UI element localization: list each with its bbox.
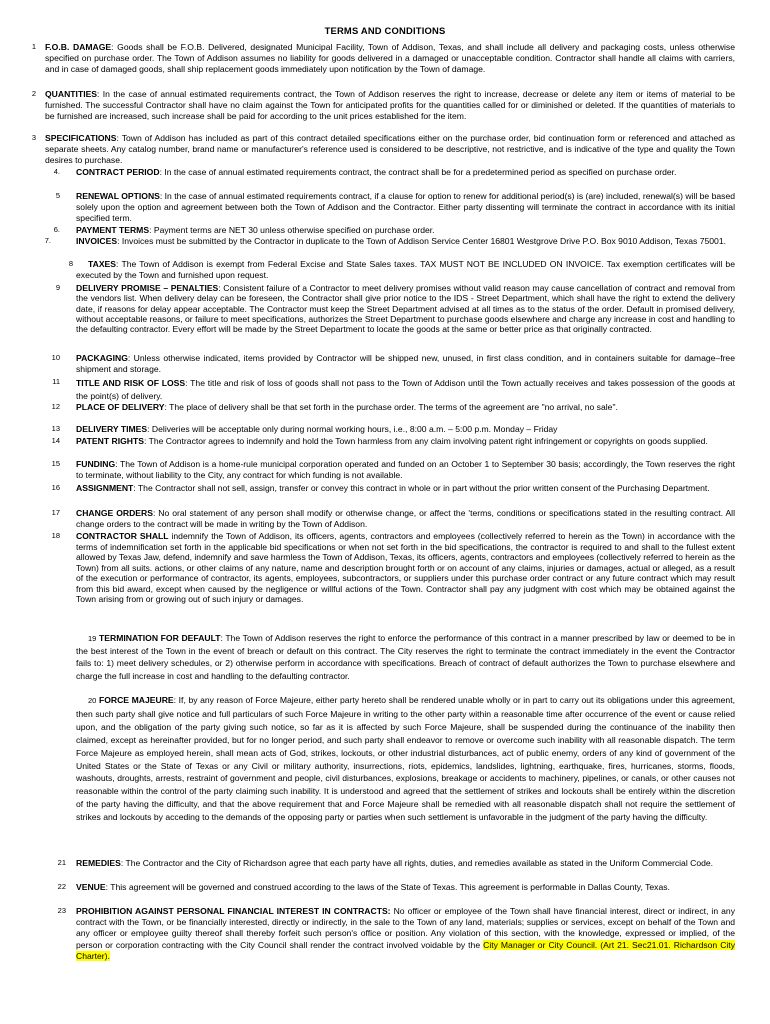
item-21-heading: REMEDIES [76, 858, 121, 868]
term-item-4 [76, 167, 735, 178]
term-item-20 [76, 694, 735, 824]
item-11-heading: TITLE AND RISK OF LOSS [76, 378, 186, 388]
item-18-heading: CONTRACTOR SHALL [76, 531, 169, 541]
item-20-number: 20 [88, 696, 97, 705]
item-6-heading: PAYMENT TERMS [76, 225, 150, 235]
item-17-heading: CHANGE ORDERS [76, 508, 153, 518]
item-5-number: 5 [55, 191, 60, 200]
item-22-text: : This agreement will be governed and construed according to the laws of the State of Texas. This agreement is performable in Dallas County, Texas. [105, 882, 670, 892]
item-4-number: 4. [53, 167, 60, 176]
item-23-heading: PROHIBITION AGAINST PERSONAL FINANCIAL INTEREST IN CONTRACTS: [76, 906, 391, 916]
term-item-12 [76, 402, 735, 413]
item-18-number: 18 [51, 531, 60, 540]
item-18-text: indemnify the Town of Addison, its officers, agents, contractors and employees (collectively referred to herein as the Town) in accordance with the terms of indemnification set forth in the applicable bid specifications or when not set forth in the bid specifications, the contractor is required to and shall to the fullest extent allowed by Texas Jaw, defend, indemnify and save harmless the Town of Addison, Texas, its officers, agents, contractors and employees (collectively referred to herein as the Town) from all suits. actions, or other claims of any nature, name and description brought forth or on account of any claims, injuries or damages, actual or alleged, as a result of the execution or performance of contractor, its agents, employees, subcontractors, or suppliers under this purchase order contract or any future contract which may result from this bid award, except when caused by the negligence or willful actions of the Town. Contractor shall pay any judgment with cost which may be obtained against the Town arising from or growing out of such injury or damages. [76, 531, 735, 604]
item-13-text: : Deliveries will be acceptable only during normal working hours, i.e., 8:00 a.m. – 5:00 p.m. Monday – Friday [147, 424, 558, 434]
item-2-heading: QUANTITIES [45, 89, 98, 99]
term-item-23 [76, 906, 735, 962]
term-item-7 [76, 236, 735, 247]
item-8-text: : The Town of Addison is exempt from Federal Excise and State Sales taxes. TAX MUST NOT BE INCLUDED ON INVOICE. Tax exemption certificates will be executed by the Town and furnished upon request. [76, 259, 735, 280]
item-9-number: 9 [55, 283, 60, 292]
term-item-1 [45, 42, 735, 75]
term-item-22 [76, 882, 735, 893]
item-2-text: : In the case of annual estimated requirements contract, the Town of Addison reserves the right to increase, decrease or delete any item or items of material to be furnished. The successful Contractor shall have no claim against the Town for anticipated profits for the quantities called for or diminished or deleted. If the quantities of materials to be furnished are increased, such increase shall be paid for according to the unit prices established for the item. [45, 89, 735, 121]
item-5-text: : In the case of annual estimated requirements contract, if a clause for option to renew for additional period(s) is (are) included, renewal(s) will be based solely upon the option and agreement between both the Town of Addison and the Contractor. Either party dissenting will terminate the contract in accordance with its initial specified term. [76, 191, 736, 223]
item-16-heading: ASSIGNMENT [76, 483, 134, 493]
item-20-text: : If, by any reason of Force Majeure, either party hereto shall be rendered unable wholly or in part to carry out its obligations under this agreement, then such party shall give notice and full particulars of such Force Majeure in writing to the other party within a reasonable time after occurrence of the event or cause relied upon, and the obligation of the party giving such notice, so far as it is affected by such Force Majeure, shall be suspended during the continuance of the inability then claimed, except as hereinafter provided, but for no longer period, and such party shall endeavor to remove or overcome such inability with all reasonable dispatch. The term Force Majeure as employed herein, shall mean acts of God, strikes, lockouts, or other industrial disturbances, act of public enemy, orders of any kind of government of the United States or the State of Texas or any Civil or military authority, insurrections, riots, epidemics, landslides, lightning, earthquake, fires, hurricanes, storms, floods, washouts, droughts, arrests, restraint of government and people, civil disturbances, explosions, breakage or accidents to machinery, pipelines, or canals, or other causes not reasonable within the control of the party claiming such inability. It is understood and agreed that the settlement of strikes and lockouts shall be entirely within the discretion of the party having the difficulty, and that the above requirement that and Force Majeure shall be remedied with all reasonable dispatch shall not require the settlement of strikes and lockouts by acceding to the demands of the opposing party or parties when such settlement is unfavorable in the judgment of the party having the difficulty. [76, 695, 735, 823]
item-15-number: 15 [51, 459, 60, 468]
item-10-heading: PACKAGING [76, 353, 128, 363]
item-19-text: : The Town of Addison reserves the right to enforce the performance of this contract in a manner prescribed by law or deemed to be in the best interest of the Town in the event of breach or default on this contract. The City reserves the right to terminate the contract immediately in the event the Contractor fails to: 1) meet delivery schedules, or 2) otherwise perform in accordance with specifications. Breach of contract of default authorizes the Town to purchase elsewhere and charge the full increase in cost and handling to the defaulting contractor. [76, 633, 735, 681]
item-1-heading: F.O.B. DAMAGE [45, 42, 112, 52]
item-22-number: 22 [57, 882, 66, 891]
item-4-text: : In the case of annual estimated requirements contract, the contract shall be for a predetermined period as specified on purchase order. [159, 167, 677, 177]
item-1-text: : Goods shall be F.O.B. Delivered, designated Municipal Facility, Town of Addison, Texas, and shall include all delivery and packaging costs, unless otherwise specified on purchase order. The Town of Addison assumes no liability for goods delivered in a damaged or unacceptable condition. Contractor shall handle all claims with carriers, and in case of damaged goods, shall ship replacement goods immediately upon notification by the Town of damage. [45, 42, 735, 74]
term-item-6 [76, 225, 735, 236]
item-13-heading: DELIVERY TIMES [76, 424, 148, 434]
document-title: TERMS AND CONDITIONS [324, 25, 446, 36]
term-item-17 [76, 508, 735, 530]
item-16-number: 16 [51, 483, 60, 492]
item-23-number: 23 [57, 906, 66, 915]
term-item-21 [76, 858, 735, 869]
item-6-text: : Payment terms are NET 30 unless otherwise specified on purchase order. [149, 225, 435, 235]
item-17-text: : No oral statement of any person shall modify or otherwise change, or affect the 'terms, conditions or specifications stated in the resulting contract. All change orders to the contract will be made in writing by the Town of Addison. [76, 508, 735, 529]
term-item-9 [76, 283, 735, 334]
highlighted-text: City Manager or City Council. (Art 21. Sec21.01. Richardson City Charter). [76, 939, 735, 961]
item-16-text: : The Contractor shall not sell, assign, transfer or convey this contract in whole or in part without the prior written consent of the Purchasing Department. [133, 483, 710, 493]
term-item-18 [76, 531, 735, 605]
item-4-heading: CONTRACT PERIOD [76, 167, 160, 177]
item-8-number: 8 [68, 259, 73, 268]
term-item-15 [76, 459, 735, 481]
term-item-19 [76, 632, 735, 682]
term-item-11 [76, 377, 735, 403]
item-22-heading: VENUE [76, 882, 106, 892]
item-17-number: 17 [51, 508, 60, 517]
item-6-number: 6. [53, 225, 60, 234]
item-12-heading: PLACE OF DELIVERY [76, 402, 165, 412]
item-12-number: 12 [51, 402, 60, 411]
item-12-text: : The place of delivery shall be that set forth in the purchase order. The terms of the agreement are "no arrival, no sale". [164, 402, 618, 412]
item-15-heading: FUNDING [76, 459, 116, 469]
term-item-13 [76, 424, 735, 435]
item-3-number: 3 [31, 133, 36, 142]
item-9-text: : Consistent failure of a Contractor to meet delivery promises without valid reason may cause cancellation of contract and removal from the vendors list. When delivery delay can be foreseen, the Contractor shall give prior notice to the IDS - Street Department, which shall have the right to extend the delivery date, if reasons for delay appear acceptable. The Contractor must keep the Street Department advised at all times as to the status of the order. Default in promised delivery, without acceptable reasons, or failure to meet specifications, authorizes the Street Department to purchase goods elsewhere and charge any increase in cost and handling to the defaulting contractor. Every effort will be made by the Street Department to locate the goods at the same or better price as that originally contracted. [76, 283, 735, 335]
item-15-text: : The Town of Addison is a home-rule municipal corporation operated and funded on an October 1 to September 30 basis; accordingly, the Town reserves the right to terminate, without liability to the City, any contract for which funding is not available. [76, 459, 735, 480]
term-item-14 [76, 436, 735, 447]
item-23-text: No officer or employee of the Town shall have financial interest, direct or indirect, in any contract with the Town, or be financially interested, directly or indirectly, in the sale to the Town of any land, materials; supplies or services, except on behalf of the Town and any officer or employee guilty thereof shall thereby forfeit such person's office or position. Any violation of this section, with the knowledge, expressed or implied, of the person or corporation contracting with the City Council shall render the contract involved voidable by the [76, 906, 736, 950]
term-item-10 [76, 353, 735, 375]
term-item-16 [76, 483, 735, 494]
item-19-number: 19 [88, 634, 97, 643]
term-item-5 [76, 191, 735, 224]
item-7-heading: INVOICES [76, 236, 118, 246]
item-14-text: : The Contractor agrees to indemnify and hold the Town harmless from any claim involving patent right infringement or copyrights on goods supplied. [143, 436, 708, 446]
item-13-number: 13 [51, 424, 60, 433]
item-7-text: : Invoices must be submitted by the Contractor in duplicate to the Town of Addison Service Center 16801 Westgrove Drive P.O. Box 9010 Addison, Texas 75001. [117, 236, 726, 246]
term-item-8 [76, 259, 735, 281]
item-3-heading: SPECIFICATIONS [45, 133, 117, 143]
item-7-number: 7. [44, 236, 51, 245]
item-10-number: 10 [51, 353, 60, 362]
item-3-text: : Town of Addison has included as part of this contract detailed specifications either on the purchase order, bid continuation form or referenced and attached as separate sheets. Any catalog number, brand name or manufacturer's reference used is considered to be descriptive, not restrictive, and is indicative of the type and quality the Town desires to purchase. [45, 133, 735, 165]
item-2-number: 2 [31, 89, 36, 98]
item-21-number: 21 [57, 858, 66, 867]
item-5-heading: RENEWAL OPTIONS [76, 191, 160, 201]
item-9-heading: DELIVERY PROMISE – PENALTIES [76, 283, 219, 293]
item-11-text: : The title and risk of loss of goods shall not pass to the Town of Addison until the Town actually receives and takes possession of the goods at the point(s) of delivery. [76, 378, 735, 401]
item-1-number: 1 [31, 42, 36, 51]
item-19-heading: TERMINATION FOR DEFAULT [99, 633, 221, 643]
item-11-number: 11 [52, 377, 60, 386]
item-8-heading: TAXES [88, 259, 117, 269]
item-10-text: : Unless otherwise indicated, items provided by Contractor will be shipped new, unused, in first class condition, and in containers suitable for damage–free shipment and storage. [76, 353, 735, 374]
item-20-heading: FORCE MAJEURE [98, 695, 174, 705]
item-14-heading: PATENT RIGHTS [76, 436, 144, 446]
item-21-text: : The Contractor and the City of Richardson agree that each party have all rights, duties, and remedies available as stated in the Uniform Commercial Code. [120, 858, 714, 868]
term-item-3 [45, 133, 735, 166]
term-item-2 [45, 89, 735, 122]
item-14-number: 14 [51, 436, 60, 445]
